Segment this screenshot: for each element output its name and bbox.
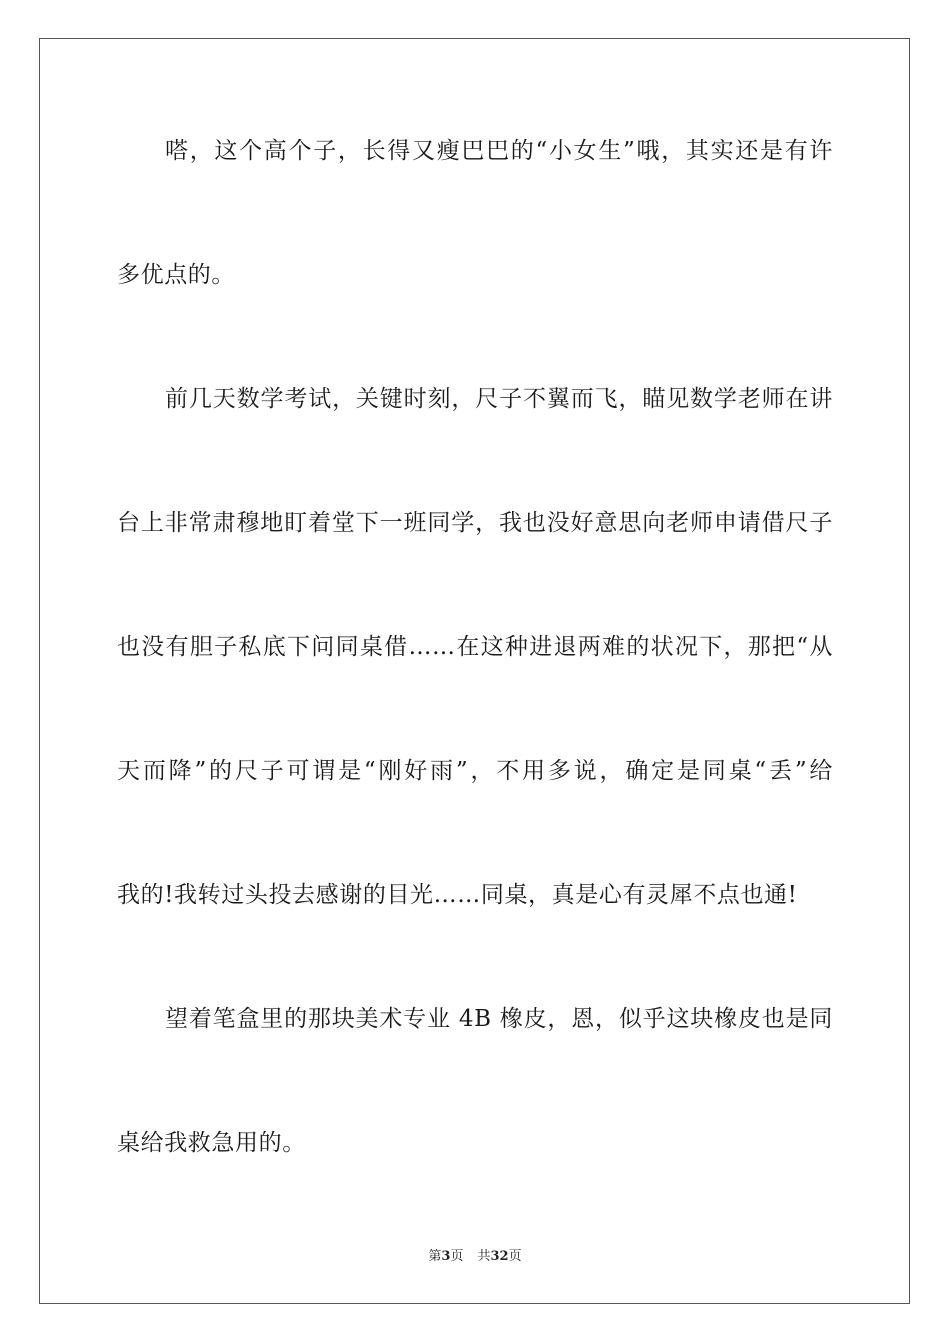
page-border xyxy=(39,38,910,1304)
paragraph-2-line-1: 前几天数学考试，关键时刻，尺子不翼而飞，瞄见数学老师在讲 xyxy=(165,386,833,412)
total-suffix: 页 xyxy=(508,1249,522,1264)
page-number: 3 xyxy=(441,1249,451,1264)
paragraph-2-line-3: 也没有胆子私底下问同桌借……在这种进退两难的状况下，那把“从 xyxy=(117,634,833,660)
page-suffix: 页 xyxy=(450,1249,464,1264)
total-pages: 32 xyxy=(490,1249,509,1264)
paragraph-2-line-4: 天而降”的尺子可谓是“刚好雨”，不用多说，确定是同桌“丢”给 xyxy=(117,758,833,784)
paragraph-3-line-2: 桌给我救急用的。 xyxy=(117,1130,306,1156)
paragraph-1-line-1: 嗒，这个高个子，长得又瘦巴巴的“小女生”哦，其实还是有许 xyxy=(165,138,833,164)
paragraph-2-line-2: 台上非常肃穆地盯着堂下一班同学，我也没好意思向老师申请借尺子 xyxy=(117,510,833,536)
paragraph-2-line-5: 我的!我转过头投去感谢的目光……同桌，真是心有灵犀不点也通! xyxy=(117,882,798,908)
page-footer xyxy=(0,1248,950,1266)
paragraph-3-line-1: 望着笔盒里的那块美术专业 4B 橡皮，恩，似乎这块橡皮也是同 xyxy=(165,1006,833,1032)
paragraph-1-line-2: 多优点的。 xyxy=(117,262,235,288)
total-prefix: 共 xyxy=(477,1249,491,1264)
page-prefix: 第 xyxy=(428,1249,442,1264)
